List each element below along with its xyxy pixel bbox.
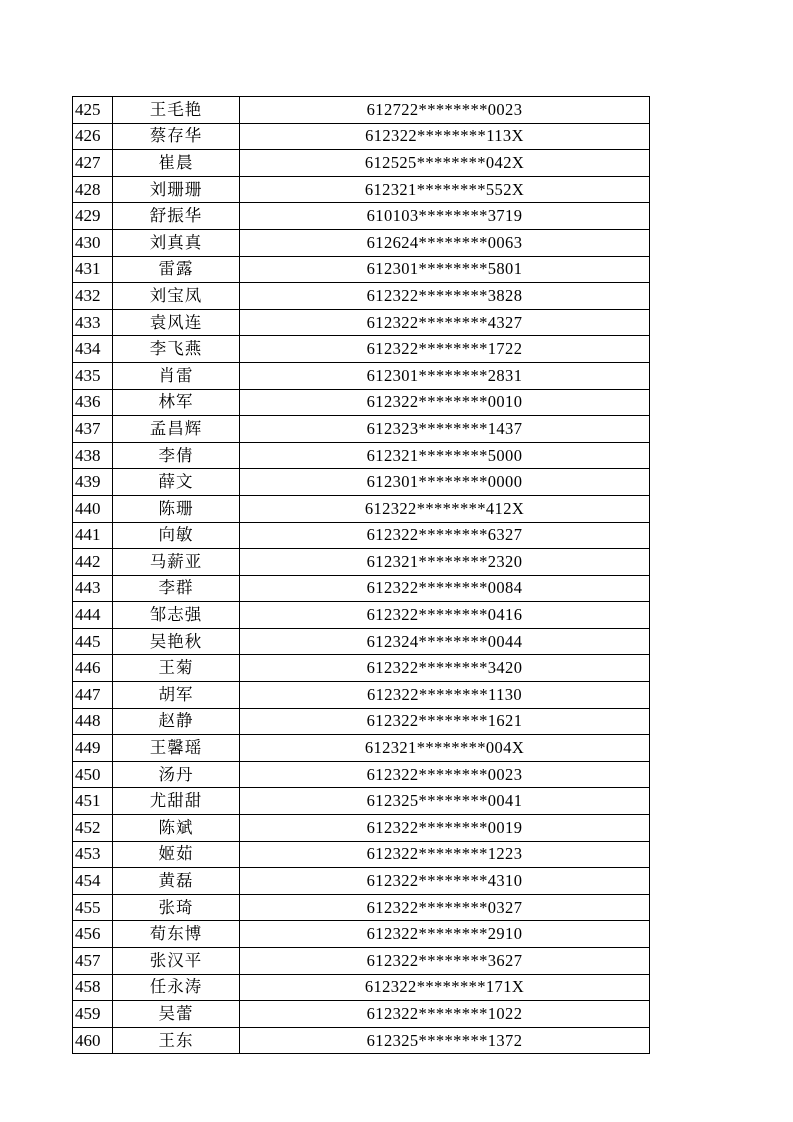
table-row xyxy=(73,575,650,602)
id-number-cell: 612322********0416 xyxy=(240,602,650,629)
table-row xyxy=(73,203,650,230)
person-name-cell: 刘珊珊 xyxy=(113,176,240,203)
table-row xyxy=(73,522,650,549)
table-row xyxy=(73,602,650,629)
table-row xyxy=(73,788,650,815)
person-name-cell: 陈珊 xyxy=(113,495,240,522)
table-row xyxy=(73,894,650,921)
person-name-cell: 林军 xyxy=(113,389,240,416)
table-row xyxy=(73,549,650,576)
row-number-cell: 436 xyxy=(73,389,113,416)
person-name-cell: 刘真真 xyxy=(113,229,240,256)
person-name-cell: 袁风连 xyxy=(113,309,240,336)
table-row xyxy=(73,655,650,682)
id-number-cell: 612322********4310 xyxy=(240,868,650,895)
row-number-cell: 428 xyxy=(73,176,113,203)
table-row xyxy=(73,815,650,842)
person-name-cell: 吴蕾 xyxy=(113,1001,240,1028)
row-number-cell: 439 xyxy=(73,469,113,496)
person-name-cell: 王毛艳 xyxy=(113,97,240,124)
person-name-cell: 李飞燕 xyxy=(113,336,240,363)
id-number-cell: 612322********0084 xyxy=(240,575,650,602)
person-name-cell: 王馨瑶 xyxy=(113,735,240,762)
person-name-cell: 张汉平 xyxy=(113,948,240,975)
table-row xyxy=(73,389,650,416)
table-row xyxy=(73,362,650,389)
person-name-cell: 汤丹 xyxy=(113,761,240,788)
table-row xyxy=(73,628,650,655)
row-number-cell: 432 xyxy=(73,283,113,310)
person-name-cell: 陈斌 xyxy=(113,815,240,842)
id-number-cell: 612325********1372 xyxy=(240,1027,650,1054)
person-name-cell: 尤甜甜 xyxy=(113,788,240,815)
row-number-cell: 427 xyxy=(73,150,113,177)
table-row xyxy=(73,1001,650,1028)
row-number-cell: 438 xyxy=(73,442,113,469)
table-row xyxy=(73,974,650,1001)
row-number-cell: 454 xyxy=(73,868,113,895)
row-number-cell: 453 xyxy=(73,841,113,868)
row-number-cell: 455 xyxy=(73,894,113,921)
roster-table xyxy=(72,96,650,1054)
row-number-cell: 458 xyxy=(73,974,113,1001)
table-row xyxy=(73,283,650,310)
row-number-cell: 442 xyxy=(73,549,113,576)
row-number-cell: 435 xyxy=(73,362,113,389)
id-number-cell: 612322********2910 xyxy=(240,921,650,948)
id-number-cell: 612325********0041 xyxy=(240,788,650,815)
row-number-cell: 457 xyxy=(73,948,113,975)
id-number-cell: 612624********0063 xyxy=(240,229,650,256)
row-number-cell: 460 xyxy=(73,1027,113,1054)
id-number-cell: 612323********1437 xyxy=(240,416,650,443)
person-name-cell: 向敏 xyxy=(113,522,240,549)
person-name-cell: 王东 xyxy=(113,1027,240,1054)
table-row xyxy=(73,495,650,522)
table-row xyxy=(73,336,650,363)
id-number-cell: 612321********004X xyxy=(240,735,650,762)
id-number-cell: 612301********0000 xyxy=(240,469,650,496)
id-number-cell: 612322********3828 xyxy=(240,283,650,310)
person-name-cell: 王菊 xyxy=(113,655,240,682)
person-name-cell: 黄磊 xyxy=(113,868,240,895)
id-number-cell: 612322********412X xyxy=(240,495,650,522)
id-number-cell: 612322********3420 xyxy=(240,655,650,682)
table-row xyxy=(73,256,650,283)
row-number-cell: 446 xyxy=(73,655,113,682)
id-number-cell: 612321********2320 xyxy=(240,549,650,576)
row-number-cell: 434 xyxy=(73,336,113,363)
row-number-cell: 426 xyxy=(73,123,113,150)
row-number-cell: 448 xyxy=(73,708,113,735)
table-row xyxy=(73,1027,650,1054)
id-number-cell: 612525********042X xyxy=(240,150,650,177)
id-number-cell: 612321********552X xyxy=(240,176,650,203)
row-number-cell: 429 xyxy=(73,203,113,230)
table-row xyxy=(73,761,650,788)
person-name-cell: 马薪亚 xyxy=(113,549,240,576)
id-number-cell: 612322********3627 xyxy=(240,948,650,975)
id-number-cell: 612322********1130 xyxy=(240,682,650,709)
id-number-cell: 612324********0044 xyxy=(240,628,650,655)
person-name-cell: 崔晨 xyxy=(113,150,240,177)
person-name-cell: 肖雷 xyxy=(113,362,240,389)
id-number-cell: 612322********171X xyxy=(240,974,650,1001)
id-number-cell: 612722********0023 xyxy=(240,97,650,124)
id-number-cell: 612322********0023 xyxy=(240,761,650,788)
person-name-cell: 荀东博 xyxy=(113,921,240,948)
person-name-cell: 邹志强 xyxy=(113,602,240,629)
table-row xyxy=(73,735,650,762)
person-name-cell: 任永涛 xyxy=(113,974,240,1001)
person-name-cell: 姬茹 xyxy=(113,841,240,868)
person-name-cell: 刘宝凤 xyxy=(113,283,240,310)
row-number-cell: 443 xyxy=(73,575,113,602)
row-number-cell: 450 xyxy=(73,761,113,788)
person-name-cell: 李倩 xyxy=(113,442,240,469)
row-number-cell: 452 xyxy=(73,815,113,842)
person-name-cell: 舒振华 xyxy=(113,203,240,230)
id-number-cell: 612322********0327 xyxy=(240,894,650,921)
row-number-cell: 437 xyxy=(73,416,113,443)
person-name-cell: 胡军 xyxy=(113,682,240,709)
row-number-cell: 456 xyxy=(73,921,113,948)
person-name-cell: 张琦 xyxy=(113,894,240,921)
row-number-cell: 433 xyxy=(73,309,113,336)
table-row xyxy=(73,682,650,709)
id-number-cell: 612322********113X xyxy=(240,123,650,150)
table-row xyxy=(73,416,650,443)
person-name-cell: 雷露 xyxy=(113,256,240,283)
id-number-cell: 612322********1022 xyxy=(240,1001,650,1028)
table-row xyxy=(73,948,650,975)
person-name-cell: 吴艳秋 xyxy=(113,628,240,655)
person-name-cell: 薛文 xyxy=(113,469,240,496)
table-row xyxy=(73,868,650,895)
row-number-cell: 451 xyxy=(73,788,113,815)
table-row xyxy=(73,708,650,735)
id-number-cell: 612322********6327 xyxy=(240,522,650,549)
id-number-cell: 610103********3719 xyxy=(240,203,650,230)
roster-body xyxy=(73,97,650,1054)
row-number-cell: 449 xyxy=(73,735,113,762)
row-number-cell: 444 xyxy=(73,602,113,629)
row-number-cell: 459 xyxy=(73,1001,113,1028)
id-number-cell: 612322********0019 xyxy=(240,815,650,842)
table-row xyxy=(73,309,650,336)
id-number-cell: 612322********1223 xyxy=(240,841,650,868)
person-name-cell: 李群 xyxy=(113,575,240,602)
table-row xyxy=(73,229,650,256)
person-name-cell: 孟昌辉 xyxy=(113,416,240,443)
id-number-cell: 612322********1722 xyxy=(240,336,650,363)
table-row xyxy=(73,150,650,177)
row-number-cell: 425 xyxy=(73,97,113,124)
table-row xyxy=(73,97,650,124)
id-number-cell: 612322********1621 xyxy=(240,708,650,735)
row-number-cell: 441 xyxy=(73,522,113,549)
row-number-cell: 440 xyxy=(73,495,113,522)
table-row xyxy=(73,123,650,150)
id-number-cell: 612322********4327 xyxy=(240,309,650,336)
table-row xyxy=(73,442,650,469)
id-number-cell: 612301********2831 xyxy=(240,362,650,389)
row-number-cell: 431 xyxy=(73,256,113,283)
table-row xyxy=(73,841,650,868)
table-row xyxy=(73,921,650,948)
person-name-cell: 赵静 xyxy=(113,708,240,735)
row-number-cell: 447 xyxy=(73,682,113,709)
person-name-cell: 蔡存华 xyxy=(113,123,240,150)
id-number-cell: 612322********0010 xyxy=(240,389,650,416)
row-number-cell: 445 xyxy=(73,628,113,655)
id-number-cell: 612301********5801 xyxy=(240,256,650,283)
table-row xyxy=(73,176,650,203)
table-row xyxy=(73,469,650,496)
row-number-cell: 430 xyxy=(73,229,113,256)
id-number-cell: 612321********5000 xyxy=(240,442,650,469)
